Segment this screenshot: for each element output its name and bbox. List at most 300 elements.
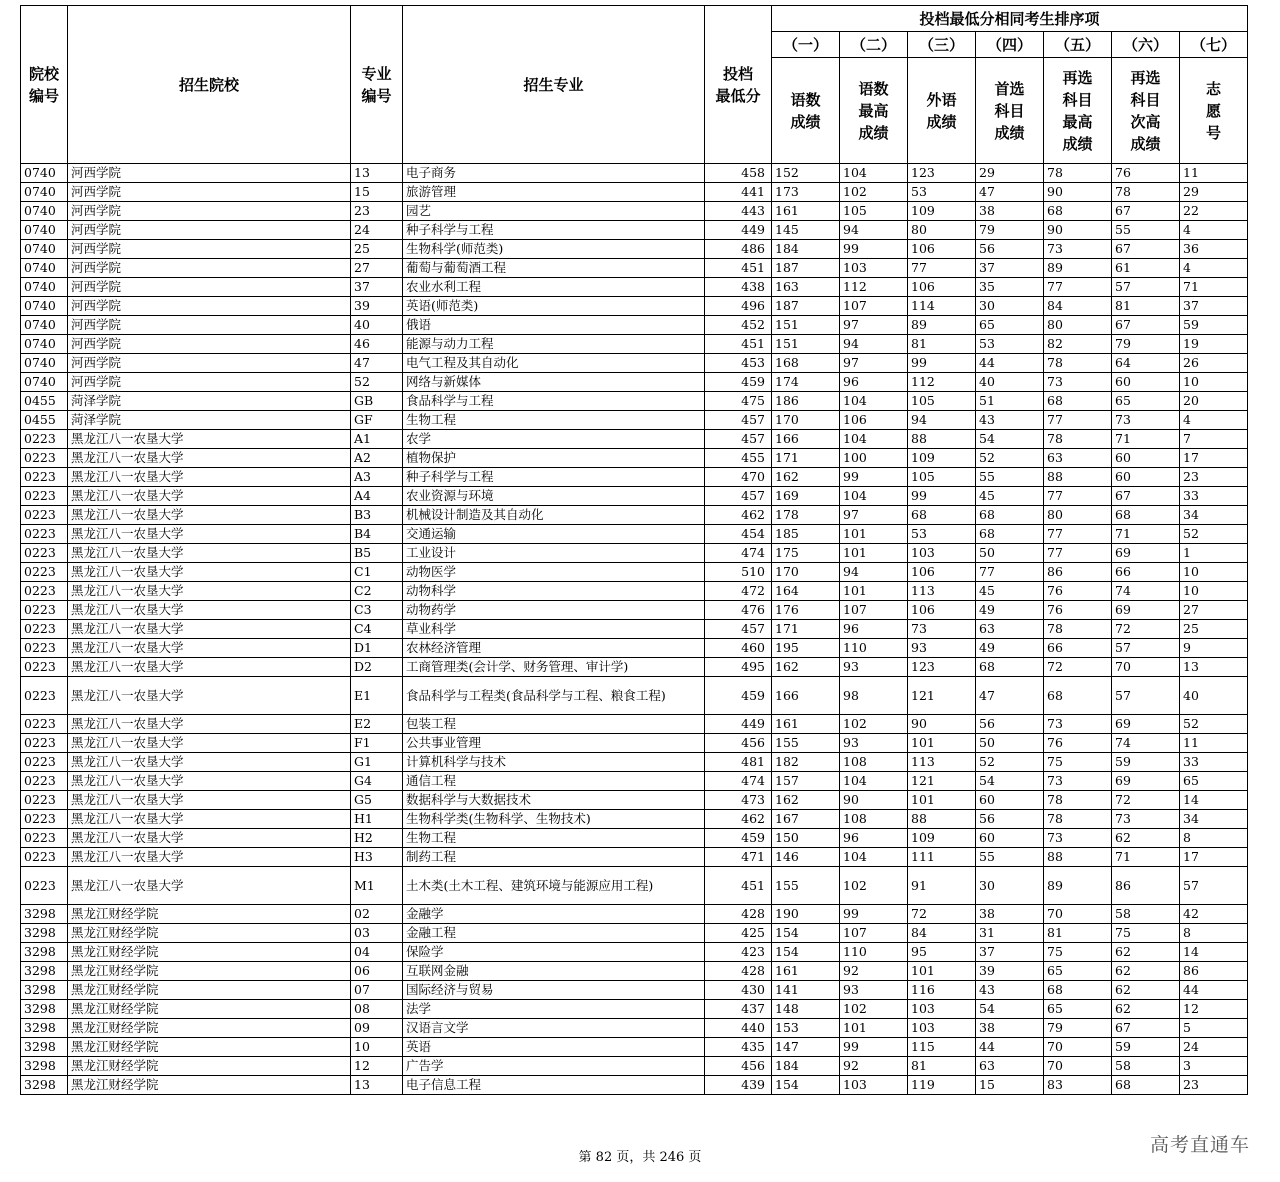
- cell-score-5: 89: [1044, 259, 1112, 278]
- cell-major-name: 生物科学(师范类): [403, 240, 705, 259]
- table-row: [21, 354, 1248, 373]
- cell-score-3: 101: [908, 734, 976, 753]
- cell-score-1: 146: [772, 848, 840, 867]
- cell-score-5: 73: [1044, 772, 1112, 791]
- cell-major-name: 生物科学类(生物科学、生物技术): [403, 810, 705, 829]
- cell-score-6: 57: [1112, 677, 1180, 715]
- cell-score-1: 186: [772, 392, 840, 411]
- cell-min-score: 486: [705, 240, 772, 259]
- cell-school-name: 黑龙江财经学院: [68, 1057, 351, 1076]
- table-row: [21, 772, 1248, 791]
- cell-score-5: 81: [1044, 924, 1112, 943]
- table-row: [21, 525, 1248, 544]
- cell-school-code: 3298: [21, 962, 68, 981]
- cell-school-code: 0740: [21, 278, 68, 297]
- table-row: [21, 620, 1248, 639]
- cell-score-7: 34: [1180, 506, 1248, 525]
- cell-min-score: 475: [705, 392, 772, 411]
- cell-min-score: 456: [705, 1057, 772, 1076]
- table-row: [21, 1000, 1248, 1019]
- cell-score-4: 37: [976, 943, 1044, 962]
- cell-score-7: 71: [1180, 278, 1248, 297]
- cell-score-5: 76: [1044, 734, 1112, 753]
- cell-score-2: 99: [840, 468, 908, 487]
- cell-school-code: 3298: [21, 905, 68, 924]
- cell-school-name: 黑龙江八一农垦大学: [68, 449, 351, 468]
- cell-score-6: 60: [1112, 449, 1180, 468]
- cell-score-5: 78: [1044, 620, 1112, 639]
- table-row: [21, 449, 1248, 468]
- cell-school-name: 河西学院: [68, 164, 351, 183]
- cell-school-code: 3298: [21, 1000, 68, 1019]
- cell-school-code: 0223: [21, 563, 68, 582]
- cell-score-6: 69: [1112, 772, 1180, 791]
- cell-score-6: 66: [1112, 563, 1180, 582]
- cell-score-6: 57: [1112, 639, 1180, 658]
- cell-score-6: 81: [1112, 297, 1180, 316]
- cell-score-1: 145: [772, 221, 840, 240]
- cell-school-code: 0223: [21, 544, 68, 563]
- cell-score-5: 77: [1044, 544, 1112, 563]
- cell-min-score: 449: [705, 715, 772, 734]
- cell-score-3: 113: [908, 753, 976, 772]
- cell-major-code: 12: [351, 1057, 403, 1076]
- cell-score-1: 141: [772, 981, 840, 1000]
- cell-score-5: 83: [1044, 1076, 1112, 1095]
- cell-score-2: 93: [840, 981, 908, 1000]
- cell-score-3: 88: [908, 810, 976, 829]
- cell-score-5: 65: [1044, 962, 1112, 981]
- cell-major-name: 金融学: [403, 905, 705, 924]
- cell-score-4: 63: [976, 1057, 1044, 1076]
- cell-min-score: 441: [705, 183, 772, 202]
- table-row: [21, 981, 1248, 1000]
- cell-score-2: 97: [840, 354, 908, 373]
- cell-major-name: 机械设计制造及其自动化: [403, 506, 705, 525]
- cell-score-3: 121: [908, 677, 976, 715]
- table-row: [21, 601, 1248, 620]
- cell-score-2: 96: [840, 620, 908, 639]
- cell-score-3: 91: [908, 867, 976, 905]
- cell-score-2: 104: [840, 164, 908, 183]
- cell-score-3: 88: [908, 430, 976, 449]
- cell-score-4: 79: [976, 221, 1044, 240]
- cell-score-4: 38: [976, 905, 1044, 924]
- cell-score-7: 10: [1180, 582, 1248, 601]
- cell-score-6: 74: [1112, 734, 1180, 753]
- cell-score-5: 90: [1044, 221, 1112, 240]
- cell-school-name: 河西学院: [68, 354, 351, 373]
- cell-major-name: 公共事业管理: [403, 734, 705, 753]
- table-row: [21, 430, 1248, 449]
- cell-major-code: 13: [351, 1076, 403, 1095]
- cell-score-7: 8: [1180, 924, 1248, 943]
- cell-school-name: 黑龙江八一农垦大学: [68, 487, 351, 506]
- cell-major-code: 37: [351, 278, 403, 297]
- cell-score-6: 71: [1112, 430, 1180, 449]
- cell-score-3: 53: [908, 525, 976, 544]
- cell-major-code: C4: [351, 620, 403, 639]
- cell-score-7: 24: [1180, 1038, 1248, 1057]
- cell-major-name: 草业科学: [403, 620, 705, 639]
- cell-score-1: 175: [772, 544, 840, 563]
- cell-school-code: 0223: [21, 620, 68, 639]
- cell-score-2: 93: [840, 658, 908, 677]
- cell-score-3: 111: [908, 848, 976, 867]
- cell-score-4: 68: [976, 658, 1044, 677]
- cell-score-7: 65: [1180, 772, 1248, 791]
- cell-major-name: 动物药学: [403, 601, 705, 620]
- cell-min-score: 428: [705, 962, 772, 981]
- cell-score-3: 93: [908, 639, 976, 658]
- cell-score-3: 90: [908, 715, 976, 734]
- cell-min-score: 435: [705, 1038, 772, 1057]
- cell-score-5: 66: [1044, 639, 1112, 658]
- cell-score-6: 60: [1112, 468, 1180, 487]
- cell-school-name: 黑龙江八一农垦大学: [68, 810, 351, 829]
- cell-major-name: 食品科学与工程类(食品科学与工程、粮食工程): [403, 677, 705, 715]
- cell-score-2: 99: [840, 1038, 908, 1057]
- cell-score-4: 47: [976, 183, 1044, 202]
- cell-school-code: 0740: [21, 202, 68, 221]
- cell-score-4: 31: [976, 924, 1044, 943]
- table-row: [21, 1057, 1248, 1076]
- cell-score-2: 102: [840, 715, 908, 734]
- cell-school-code: 0223: [21, 715, 68, 734]
- cell-score-7: 22: [1180, 202, 1248, 221]
- cell-score-4: 43: [976, 981, 1044, 1000]
- cell-school-name: 黑龙江八一农垦大学: [68, 715, 351, 734]
- cell-score-1: 182: [772, 753, 840, 772]
- cell-score-7: 14: [1180, 791, 1248, 810]
- cell-score-6: 62: [1112, 943, 1180, 962]
- cell-score-6: 58: [1112, 905, 1180, 924]
- cell-score-1: 171: [772, 620, 840, 639]
- cell-min-score: 438: [705, 278, 772, 297]
- table-row: [21, 848, 1248, 867]
- cell-score-1: 187: [772, 259, 840, 278]
- cell-score-7: 27: [1180, 601, 1248, 620]
- cell-school-code: 0223: [21, 449, 68, 468]
- cell-school-code: 0223: [21, 582, 68, 601]
- cell-school-name: 黑龙江八一农垦大学: [68, 753, 351, 772]
- cell-school-name: 黑龙江八一农垦大学: [68, 620, 351, 639]
- cell-score-2: 92: [840, 1057, 908, 1076]
- table-row: [21, 829, 1248, 848]
- cell-major-name: 计算机科学与技术: [403, 753, 705, 772]
- cell-school-code: 0740: [21, 259, 68, 278]
- cell-score-5: 88: [1044, 848, 1112, 867]
- cell-min-score: 439: [705, 1076, 772, 1095]
- cell-score-5: 73: [1044, 715, 1112, 734]
- cell-score-2: 96: [840, 829, 908, 848]
- cell-school-code: 0223: [21, 867, 68, 905]
- table-row: [21, 506, 1248, 525]
- cell-score-2: 104: [840, 848, 908, 867]
- cell-score-2: 99: [840, 240, 908, 259]
- cell-major-name: 包装工程: [403, 715, 705, 734]
- cell-major-name: 金融工程: [403, 924, 705, 943]
- header-order-7: （七）: [1180, 32, 1248, 58]
- cell-min-score: 460: [705, 639, 772, 658]
- cell-major-code: GF: [351, 411, 403, 430]
- cell-min-score: 476: [705, 601, 772, 620]
- table-row: [21, 1019, 1248, 1038]
- cell-school-name: 黑龙江八一农垦大学: [68, 582, 351, 601]
- cell-score-3: 99: [908, 354, 976, 373]
- cell-score-7: 33: [1180, 487, 1248, 506]
- cell-major-code: B4: [351, 525, 403, 544]
- header-ranking-group: 投档最低分相同考生排序项: [772, 6, 1248, 32]
- cell-school-name: 黑龙江八一农垦大学: [68, 563, 351, 582]
- cell-min-score: 451: [705, 259, 772, 278]
- header-major-name: 招生专业: [403, 6, 705, 164]
- cell-major-name: 葡萄与葡萄酒工程: [403, 259, 705, 278]
- cell-school-name: 河西学院: [68, 335, 351, 354]
- cell-score-6: 79: [1112, 335, 1180, 354]
- cell-score-1: 178: [772, 506, 840, 525]
- cell-score-1: 166: [772, 430, 840, 449]
- cell-score-2: 104: [840, 430, 908, 449]
- cell-score-1: 170: [772, 411, 840, 430]
- cell-major-name: 保险学: [403, 943, 705, 962]
- cell-score-6: 67: [1112, 240, 1180, 259]
- cell-score-3: 113: [908, 582, 976, 601]
- cell-score-1: 174: [772, 373, 840, 392]
- cell-score-1: 154: [772, 1076, 840, 1095]
- cell-score-5: 78: [1044, 354, 1112, 373]
- admission-score-table: [20, 5, 1248, 1095]
- cell-score-5: 77: [1044, 411, 1112, 430]
- cell-score-1: 184: [772, 240, 840, 259]
- cell-school-name: 河西学院: [68, 297, 351, 316]
- table-row: [21, 183, 1248, 202]
- cell-school-name: 黑龙江财经学院: [68, 962, 351, 981]
- header-order-2: （二）: [840, 32, 908, 58]
- cell-score-3: 101: [908, 791, 976, 810]
- cell-score-6: 67: [1112, 202, 1180, 221]
- header-order-5: （五）: [1044, 32, 1112, 58]
- cell-score-3: 114: [908, 297, 976, 316]
- cell-score-4: 35: [976, 278, 1044, 297]
- cell-score-2: 97: [840, 316, 908, 335]
- cell-score-2: 112: [840, 278, 908, 297]
- cell-score-4: 55: [976, 848, 1044, 867]
- cell-score-7: 4: [1180, 259, 1248, 278]
- cell-major-code: A3: [351, 468, 403, 487]
- cell-score-7: 33: [1180, 753, 1248, 772]
- table-row: [21, 582, 1248, 601]
- cell-school-name: 黑龙江八一农垦大学: [68, 525, 351, 544]
- cell-min-score: 452: [705, 316, 772, 335]
- cell-score-4: 30: [976, 297, 1044, 316]
- table-row: [21, 753, 1248, 772]
- cell-score-6: 73: [1112, 810, 1180, 829]
- cell-score-5: 84: [1044, 297, 1112, 316]
- cell-score-3: 94: [908, 411, 976, 430]
- cell-score-6: 67: [1112, 1019, 1180, 1038]
- table-row: [21, 544, 1248, 563]
- cell-school-name: 黑龙江财经学院: [68, 1038, 351, 1057]
- cell-score-7: 37: [1180, 297, 1248, 316]
- table-row: [21, 924, 1248, 943]
- cell-min-score: 457: [705, 620, 772, 639]
- cell-score-2: 110: [840, 639, 908, 658]
- cell-major-code: 23: [351, 202, 403, 221]
- cell-min-score: 459: [705, 829, 772, 848]
- cell-school-code: 0455: [21, 392, 68, 411]
- cell-score-1: 162: [772, 791, 840, 810]
- cell-major-code: 08: [351, 1000, 403, 1019]
- cell-score-6: 70: [1112, 658, 1180, 677]
- table-row: [21, 164, 1248, 183]
- cell-major-code: M1: [351, 867, 403, 905]
- cell-school-code: 0740: [21, 335, 68, 354]
- cell-score-7: 14: [1180, 943, 1248, 962]
- cell-score-5: 77: [1044, 278, 1112, 297]
- cell-school-code: 0223: [21, 468, 68, 487]
- cell-school-name: 黑龙江财经学院: [68, 1076, 351, 1095]
- cell-min-score: 471: [705, 848, 772, 867]
- cell-score-6: 69: [1112, 544, 1180, 563]
- cell-score-4: 51: [976, 392, 1044, 411]
- cell-score-3: 119: [908, 1076, 976, 1095]
- cell-score-3: 106: [908, 240, 976, 259]
- cell-score-3: 101: [908, 962, 976, 981]
- cell-score-6: 62: [1112, 829, 1180, 848]
- cell-score-2: 100: [840, 449, 908, 468]
- cell-min-score: 481: [705, 753, 772, 772]
- cell-major-name: 动物医学: [403, 563, 705, 582]
- cell-score-6: 68: [1112, 1076, 1180, 1095]
- cell-score-1: 169: [772, 487, 840, 506]
- cell-score-3: 72: [908, 905, 976, 924]
- cell-score-3: 103: [908, 544, 976, 563]
- cell-score-7: 36: [1180, 240, 1248, 259]
- cell-score-7: 4: [1180, 221, 1248, 240]
- cell-major-code: B5: [351, 544, 403, 563]
- cell-min-score: 458: [705, 164, 772, 183]
- cell-min-score: 437: [705, 1000, 772, 1019]
- header-min-score: 投档 最低分: [705, 6, 772, 164]
- cell-score-2: 104: [840, 772, 908, 791]
- cell-score-1: 162: [772, 468, 840, 487]
- cell-score-7: 40: [1180, 677, 1248, 715]
- cell-score-3: 115: [908, 1038, 976, 1057]
- cell-major-name: 交通运输: [403, 525, 705, 544]
- cell-score-2: 106: [840, 411, 908, 430]
- cell-score-5: 79: [1044, 1019, 1112, 1038]
- cell-score-2: 101: [840, 1019, 908, 1038]
- cell-score-3: 105: [908, 392, 976, 411]
- cell-score-7: 9: [1180, 639, 1248, 658]
- table-row: [21, 335, 1248, 354]
- header-order-6: （六）: [1112, 32, 1180, 58]
- cell-score-7: 11: [1180, 164, 1248, 183]
- cell-school-code: 0223: [21, 525, 68, 544]
- cell-major-code: D2: [351, 658, 403, 677]
- cell-score-7: 25: [1180, 620, 1248, 639]
- cell-score-5: 70: [1044, 1038, 1112, 1057]
- cell-score-5: 77: [1044, 487, 1112, 506]
- cell-score-7: 57: [1180, 867, 1248, 905]
- cell-score-5: 77: [1044, 525, 1112, 544]
- cell-score-5: 78: [1044, 164, 1112, 183]
- cell-score-3: 84: [908, 924, 976, 943]
- cell-school-code: 0223: [21, 658, 68, 677]
- header-item-3: 外语 成绩: [908, 58, 976, 164]
- cell-school-code: 3298: [21, 1057, 68, 1076]
- cell-school-code: 0740: [21, 221, 68, 240]
- cell-major-name: 园艺: [403, 202, 705, 221]
- cell-score-1: 148: [772, 1000, 840, 1019]
- cell-score-3: 99: [908, 487, 976, 506]
- cell-major-name: 国际经济与贸易: [403, 981, 705, 1000]
- cell-score-3: 103: [908, 1019, 976, 1038]
- cell-min-score: 440: [705, 1019, 772, 1038]
- cell-school-code: 0740: [21, 183, 68, 202]
- cell-score-7: 26: [1180, 354, 1248, 373]
- cell-score-4: 38: [976, 1019, 1044, 1038]
- cell-score-4: 53: [976, 335, 1044, 354]
- cell-score-3: 106: [908, 278, 976, 297]
- cell-score-6: 74: [1112, 582, 1180, 601]
- cell-school-code: 3298: [21, 943, 68, 962]
- cell-score-5: 70: [1044, 1057, 1112, 1076]
- cell-min-score: 457: [705, 487, 772, 506]
- cell-score-3: 80: [908, 221, 976, 240]
- cell-school-name: 黑龙江财经学院: [68, 1019, 351, 1038]
- cell-score-4: 54: [976, 772, 1044, 791]
- cell-score-7: 23: [1180, 1076, 1248, 1095]
- cell-score-1: 166: [772, 677, 840, 715]
- cell-score-2: 92: [840, 962, 908, 981]
- cell-min-score: 470: [705, 468, 772, 487]
- table-row: [21, 259, 1248, 278]
- cell-school-code: 0223: [21, 753, 68, 772]
- cell-score-3: 77: [908, 259, 976, 278]
- cell-score-1: 168: [772, 354, 840, 373]
- table-row: [21, 905, 1248, 924]
- cell-school-name: 河西学院: [68, 316, 351, 335]
- cell-score-1: 147: [772, 1038, 840, 1057]
- cell-score-1: 185: [772, 525, 840, 544]
- table-row: [21, 240, 1248, 259]
- cell-score-4: 37: [976, 259, 1044, 278]
- cell-score-3: 73: [908, 620, 976, 639]
- cell-score-1: 164: [772, 582, 840, 601]
- cell-score-2: 104: [840, 487, 908, 506]
- cell-score-3: 116: [908, 981, 976, 1000]
- cell-score-2: 103: [840, 1076, 908, 1095]
- cell-score-4: 54: [976, 430, 1044, 449]
- cell-score-6: 60: [1112, 373, 1180, 392]
- cell-score-4: 77: [976, 563, 1044, 582]
- cell-score-1: 153: [772, 1019, 840, 1038]
- cell-score-1: 151: [772, 335, 840, 354]
- cell-score-2: 102: [840, 867, 908, 905]
- cell-major-name: 数据科学与大数据技术: [403, 791, 705, 810]
- cell-major-code: B3: [351, 506, 403, 525]
- cell-major-code: 02: [351, 905, 403, 924]
- cell-school-code: 0740: [21, 373, 68, 392]
- cell-major-name: 互联网金融: [403, 962, 705, 981]
- cell-min-score: 510: [705, 563, 772, 582]
- cell-score-7: 29: [1180, 183, 1248, 202]
- cell-score-4: 29: [976, 164, 1044, 183]
- cell-score-4: 38: [976, 202, 1044, 221]
- cell-score-5: 70: [1044, 905, 1112, 924]
